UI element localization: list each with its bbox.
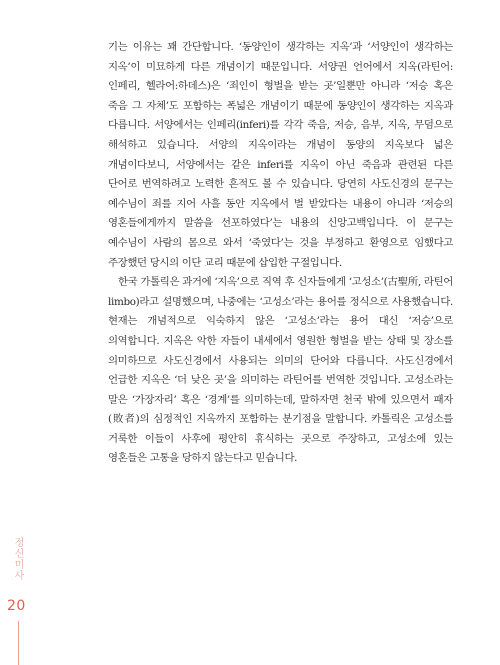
running-section-label: 정신미사 <box>12 537 23 581</box>
paragraph-1: 기는 이유는 꽤 간단합니다. ‘동양인이 생각하는 지옥’과 ‘서양인이 생각하는 지옥’이 미묘하게 다른 개념이기 때문입니다. 서양권 언어에서 지옥(라틴어:인페리, 헬라어:하데스)은 ‘죄인이 형벌을 받는 곳’일뿐만 아니라 ‘저승 혹은 죽음 그 자체’도 포함하는 폭넓은 개념이기 때문에 동양인이 생각하는 지옥과 다릅니다. 서양에서는 인페리(inferi)를 각각 죽음, 저승, 음부, 지옥, 무덤으로 해석하고 있습니다. 서양의 지옥이라는 개념이 동양의 지옥보다 넓은 개념이다보니, 서양에서는 같은 inferi를 지옥이 아닌 죽음과 관련된 다른 단어로 번역하려고 노력한 흔적도 볼 수 있습니다. 당연히 사도신경의 문구는 예수님이 죄를 지어 사흘 동안 지옥에서 벌 받았다는 내용이 아니라 ‘저승의 영혼들에게까지 말씀을 선포하였다’는 내용의 신앙고백입니다. 이 문구는 예수님이 사람의 몸으로 와서 ‘죽였다’는 것을 부정하고 환영으로 임했다고 주장했던 당시의 이단 교리 때문에 삽입한 구절입니다. <box>108 41 453 269</box>
body-text <box>108 38 453 469</box>
paragraph-2: 한국 가톨릭은 과거에 ‘지옥’으로 직역 후 신자들에게 ‘고성소’(古聖所, 라틴어 limbo)라고 설명했으며, 나중에는 ‘고성소’라는 용어를 정식으로 사용했습니다. 현재는 개념적으로 익숙하지 않은 ‘고성소’라는 용어 대신 ‘저승’으로 의역합니다. 지옥은 악한 자들이 내세에서 영원한 형벌을 받는 상태 및 장소를 의미하므로 사도신경에서 사용되는 의미의 단어와 다릅니다. 사도신경에서 언급한 지옥은 ‘더 낮은 곳’을 의미하는 라틴어를 번역한 것입니다. 고성소라는 말은 ‘가장자리’ 혹은 ‘경계’를 의미하는데, 말하자면 천국 밖에 있으면서 패자(敗者)의 심정적인 지옥까지 포함하는 분기점을 말합니다. 카톨릭은 고성소를 거룩한 이들이 사후에 평안히 휴식하는 곳으로 주장하고, 고성소에 있는 영혼들은 고통을 당하지 않는다고 믿습니다. <box>108 276 453 465</box>
margin-rule <box>18 621 19 665</box>
page-number: 20 <box>7 598 26 614</box>
